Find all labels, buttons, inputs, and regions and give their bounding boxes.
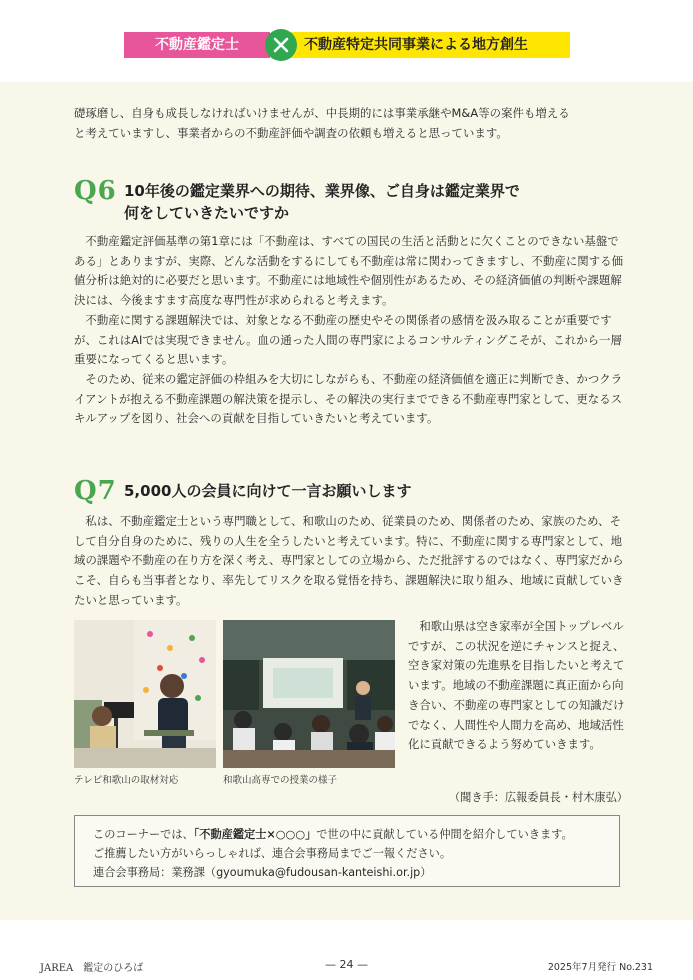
photo1-caption: テレビ和歌山の取材対応	[74, 775, 179, 786]
notice-line-1	[93, 825, 601, 844]
q7-side-text	[408, 617, 632, 755]
q6-paragraph: 不動産鑑定評価基準の第1章には「不動産は、すべての国民の生活と活動とに欠くことのできない基盤である」とありますが、実際、どんな活動をするにしても不動産は常に関わってきますし、不動産に関する価値分析は絶対的に必要だと思います。不動産には地域性や個別性があるため、その経済価値の判断や課題解決には、今後ますます高度な専門性が求められると考えます。	[74, 234, 624, 308]
q7-title: 5,000人の会員に向けて一言お願いします	[124, 482, 412, 500]
intro-line: と考えていますし、事業者からの不動産評価や調査の依頼も増えると思っています。	[74, 125, 508, 140]
notice-contact[interactable]: 連合会事務局：業務課（gyoumuka@fudousan-kanteishi.or.jp）	[93, 866, 432, 879]
notice-line-2: ご推薦したい方がいらっしゃれば、連合会事務局までご一報ください。	[93, 847, 452, 860]
q6-paragraph: 不動産に関する課題解決では、対象となる不動産の歴史やその関係者の感情を汲み取ることが重要ですが、これはAIでは実現できません。血の通った人間の専門家によるコンサルティングこそが、これから一層重要になってくると思います。	[74, 312, 622, 367]
q7-paragraph: 私は、不動産鑑定士という専門職として、和歌山のため、従業員のため、関係者のため、家族のため、そして自分自身のために、残りの人生を全うしたいと考えています。特に、不動産に関する専門家として、地域の課題や不動産の在り方を深く考え、専門家としての立場から、ただ批評するのではなく、専門家だからこそ、自らも当事者となり、率先してリスクを取る覚悟を持ち、課題解決に取り組み、地域に貢献していきたいと思っています。	[74, 514, 624, 607]
footer-publication: JAREA 鑑定のひろば	[40, 963, 144, 974]
notice-prefix: このコーナーでは、	[93, 828, 194, 841]
q7-mark: Q7	[74, 476, 117, 506]
footer-issue: 2025年7月発行 No.231	[547, 962, 653, 973]
notice-suffix: で世の中に貢献している仲間を紹介していきます。	[316, 828, 573, 841]
q6-title-line: 10年後の鑑定業界への期待、業界像、ご自身は鑑定業界で	[124, 182, 520, 200]
header-right-label: 不動産特定共同事業による地方創生	[288, 32, 570, 58]
side-paragraph: 和歌山県は空き家率が全国トップレベルですが、この状況を逆にチャンスと捉え、空き家対策の先進県を目指したいと考えています。地域の不動産課題に真正面から向き合い、不動産の専門家としての知識だけでなく、人間性や人間力を高め、地域活性化に貢献できるよう努めていきます。	[408, 619, 625, 752]
notice-bold: 「不動産鑑定士×○○○」	[193, 828, 317, 841]
interviewer-byline: （聞き手：広報委員長・村木康弘）	[448, 791, 628, 804]
intro-text	[74, 104, 628, 143]
intro-line: 礎琢磨し、自身も成長しなければいけませんが、中長期的には事業承継やM&A等の案件も増える	[74, 106, 570, 120]
notice-box	[74, 815, 620, 887]
q6-title	[124, 180, 520, 224]
page-footer	[0, 920, 693, 980]
page-header	[0, 0, 693, 82]
q6-mark: Q6	[74, 176, 117, 206]
q6-answer	[74, 232, 628, 429]
q7-answer	[74, 512, 628, 611]
q6-title-line: 何をしていきたいですか	[124, 204, 290, 222]
q6-paragraph: そのため、従来の鑑定評価の枠組みを大切にしながらも、不動産の経済価値を適正に判断でき、かつクライアントが抱える不動産課題の解決策を提示し、その解決の実行までできる不動産専門家として、更なるスキルアップを図り、社会への貢献を目指していきたいと考えています。	[74, 371, 623, 426]
header-left-label: 不動産鑑定士	[124, 32, 270, 58]
photo2-caption: 和歌山高専での授業の様子	[223, 775, 338, 786]
footer-page-number: — 24 —	[325, 958, 368, 971]
tv-interview-photo	[74, 620, 216, 768]
cross-icon	[265, 29, 297, 61]
classroom-photo	[223, 620, 395, 768]
